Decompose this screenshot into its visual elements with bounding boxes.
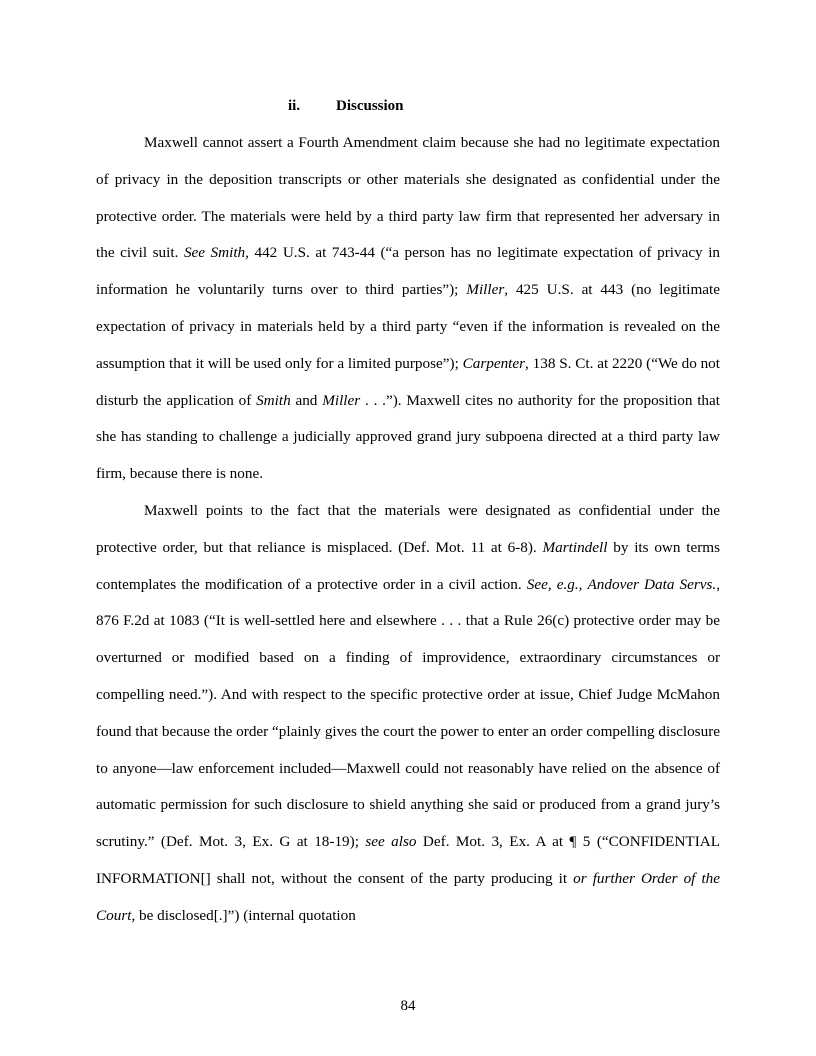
section-heading [288,97,404,115]
text-run-0-4: , 425 U.S. at 443 (no legitimate expectation of privacy in materials held by a third party “even if the information is revealed on the assumption that it will be used only for a limited purpose”); [96,281,720,372]
text-run-1-6: , 876 F.2d at 1083 (“It is well-settled here and elsewhere . . . that a Rule 26(c) protective order may be overturned or modified based on a finding of improvidence, extraordinary circumstances or compelling need.”). And with respect to the specific protective order at issue, Chief Judge McMahon found that because the order “plainly gives the court the power to enter an order compelling disclosure to anyone—law enforcement included—Maxwell could not reasonably have relied on the absence of automatic permission for such disclosure to shield anything she said or produced from a grand jury’s scrutiny.” (Def. Mot. 3, Ex. G at 18-19); [96,575,720,851]
text-run-1-4: , [578,575,588,593]
paragraph-2 [96,493,720,935]
discussion-body [96,125,720,935]
text-run-1-0: Maxwell points to the fact that the materials were designated as confidential under the protective order, but that reliance is misplaced. (Def. Mot. 11 at 6-8). [96,501,720,556]
citation-run-0-7: Smith [256,391,291,409]
text-run-0-0: Maxwell cannot assert a Fourth Amendment claim because she had no legitimate expectation of privacy in the deposition transcripts or other materials she designated as confidential under the protective order. The materials were held by a third party law firm that represented her adversary in the civil suit. [96,134,720,262]
citation-run-1-9: or further Order of the Court [96,869,720,924]
citation-run-1-3: See, e.g. [526,575,579,593]
section-number: ii. [288,98,301,114]
text-run-1-8: Def. Mot. 3, Ex. A at ¶ 5 (“CONFIDENTIAL INFORMATION[] shall not, without the consent of the party producing it [96,833,720,887]
citation-run-0-9: Miller [322,391,361,409]
text-run-0-2: , 442 U.S. at 743-44 (“a person has no legitimate expectation of privacy in information he voluntarily turns over to third parties”); [96,244,721,299]
citation-run-0-3: Miller [466,281,505,299]
text-run-0-8: and [290,391,323,409]
citation-run-1-1: Martindell [542,538,608,556]
citation-run-1-5: Andover Data Servs. [587,575,717,593]
section-title: Discussion [336,98,404,114]
citation-run-1-7: see also [365,833,417,851]
text-run-1-2: by its own terms contemplates the modification of a protective order in a civil action. [96,538,721,593]
text-run-0-6: , 138 S. Ct. at 2220 (“We do not disturb the application of [96,354,720,409]
citation-run-0-1: See Smith [183,244,246,262]
text-run-0-10: . . .”). Maxwell cites no authority for the proposition that she has standing to challenge a judicially approved grand jury subpoena directed at a third party law firm, because there is none. [96,391,720,483]
paragraph-1 [96,125,720,493]
citation-run-0-5: Carpenter [462,354,526,372]
page-number: 84 [400,998,416,1014]
text-run-1-10: , be disclosed[.]”) (internal quotation [131,906,356,924]
